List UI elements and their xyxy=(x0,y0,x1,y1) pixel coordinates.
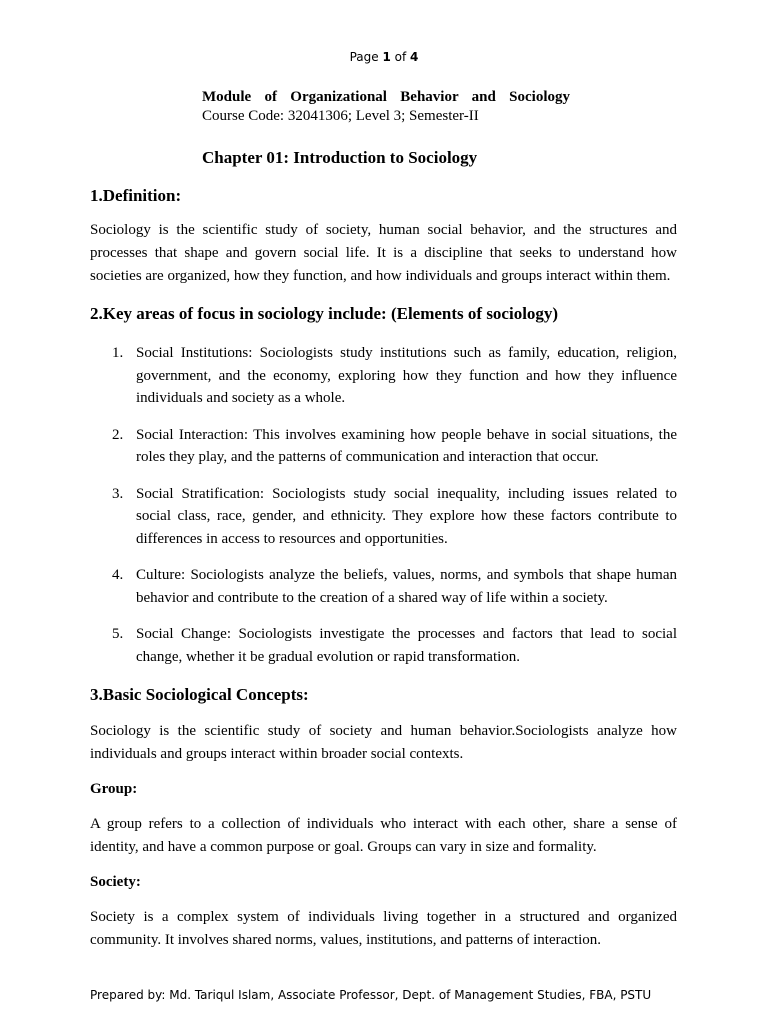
key-areas-list xyxy=(90,342,677,682)
page-number: 1 xyxy=(382,50,391,64)
group-heading: Group: xyxy=(90,781,138,797)
concepts-heading: 3.Basic Sociological Concepts: xyxy=(90,685,309,704)
list-item-text: Social Institutions: Sociologists study institutions such as family, education, religion, government, and the economy, exploring how they function and how they influence individuals and society as a whole. xyxy=(136,345,677,406)
course-code: Course Code: 32041306; Level 3; Semester-II xyxy=(202,108,479,124)
society-heading: Society: xyxy=(90,874,141,890)
page-label: Page xyxy=(349,50,383,64)
list-item-number: 5. xyxy=(112,626,124,642)
module-info xyxy=(202,88,570,126)
page-footer: Prepared by: Md. Tariqul Islam, Associate Professor, Dept. of Management Studies, FBA, PSTU xyxy=(90,988,652,1002)
list-item-text: Social Change: Sociologists investigate the processes and factors that lead to social change, whether it be gradual evolution or rapid transformation. xyxy=(136,626,677,665)
list-item xyxy=(90,483,677,551)
list-item-number: 4. xyxy=(112,567,124,583)
list-item xyxy=(90,342,677,410)
list-item-number: 1. xyxy=(112,345,124,361)
key-areas-heading: 2.Key areas of focus in sociology include: (Elements of sociology) xyxy=(90,304,559,323)
list-item-text: Social Interaction: This involves examining how people behave in social situations, the roles they play, and the patterns of communication and interaction that occur. xyxy=(136,426,677,465)
module-title: Module of Organizational Behavior and Sociology xyxy=(202,89,570,105)
page-header xyxy=(0,50,768,64)
list-item-number: 2. xyxy=(112,426,124,443)
list-item xyxy=(90,424,677,469)
concepts-intro: Sociology is the scientific study of society and human behavior.Sociologists analyze how individuals and groups interact within broader social contexts. xyxy=(90,723,677,762)
list-item xyxy=(90,564,677,609)
group-paragraph: A group refers to a collection of individuals who interact with each other, share a sense of identity, and have a common purpose or goal. Groups can vary in size and formality. xyxy=(90,816,677,855)
list-item-text: Social Stratification: Sociologists study social inequality, including issues related to social class, race, gender, and ethnicity. They explore how these factors contribute to differences in access to resources and opportunities. xyxy=(136,485,677,547)
definition-heading: 1.Definition: xyxy=(90,186,182,205)
society-paragraph: Society is a complex system of individuals living together in a structured and organized community. It involves shared norms, values, institutions, and patterns of interaction. xyxy=(90,909,677,948)
page-of-label: of xyxy=(390,50,411,64)
page-total: 4 xyxy=(410,50,419,64)
chapter-title: Chapter 01: Introduction to Sociology xyxy=(202,148,478,167)
list-item-number: 3. xyxy=(112,485,124,502)
list-item-text: Culture: Sociologists analyze the beliefs, values, norms, and symbols that shape human behavior and contribute to the creation of a shared way of life within a society. xyxy=(136,567,677,606)
list-item xyxy=(90,623,677,668)
definition-paragraph: Sociology is the scientific study of society, human social behavior, and the structures and processes that shape and govern social life. It is a discipline that seeks to understand how societies are organized, how they function, and how individuals and groups interact within them. xyxy=(90,222,677,284)
